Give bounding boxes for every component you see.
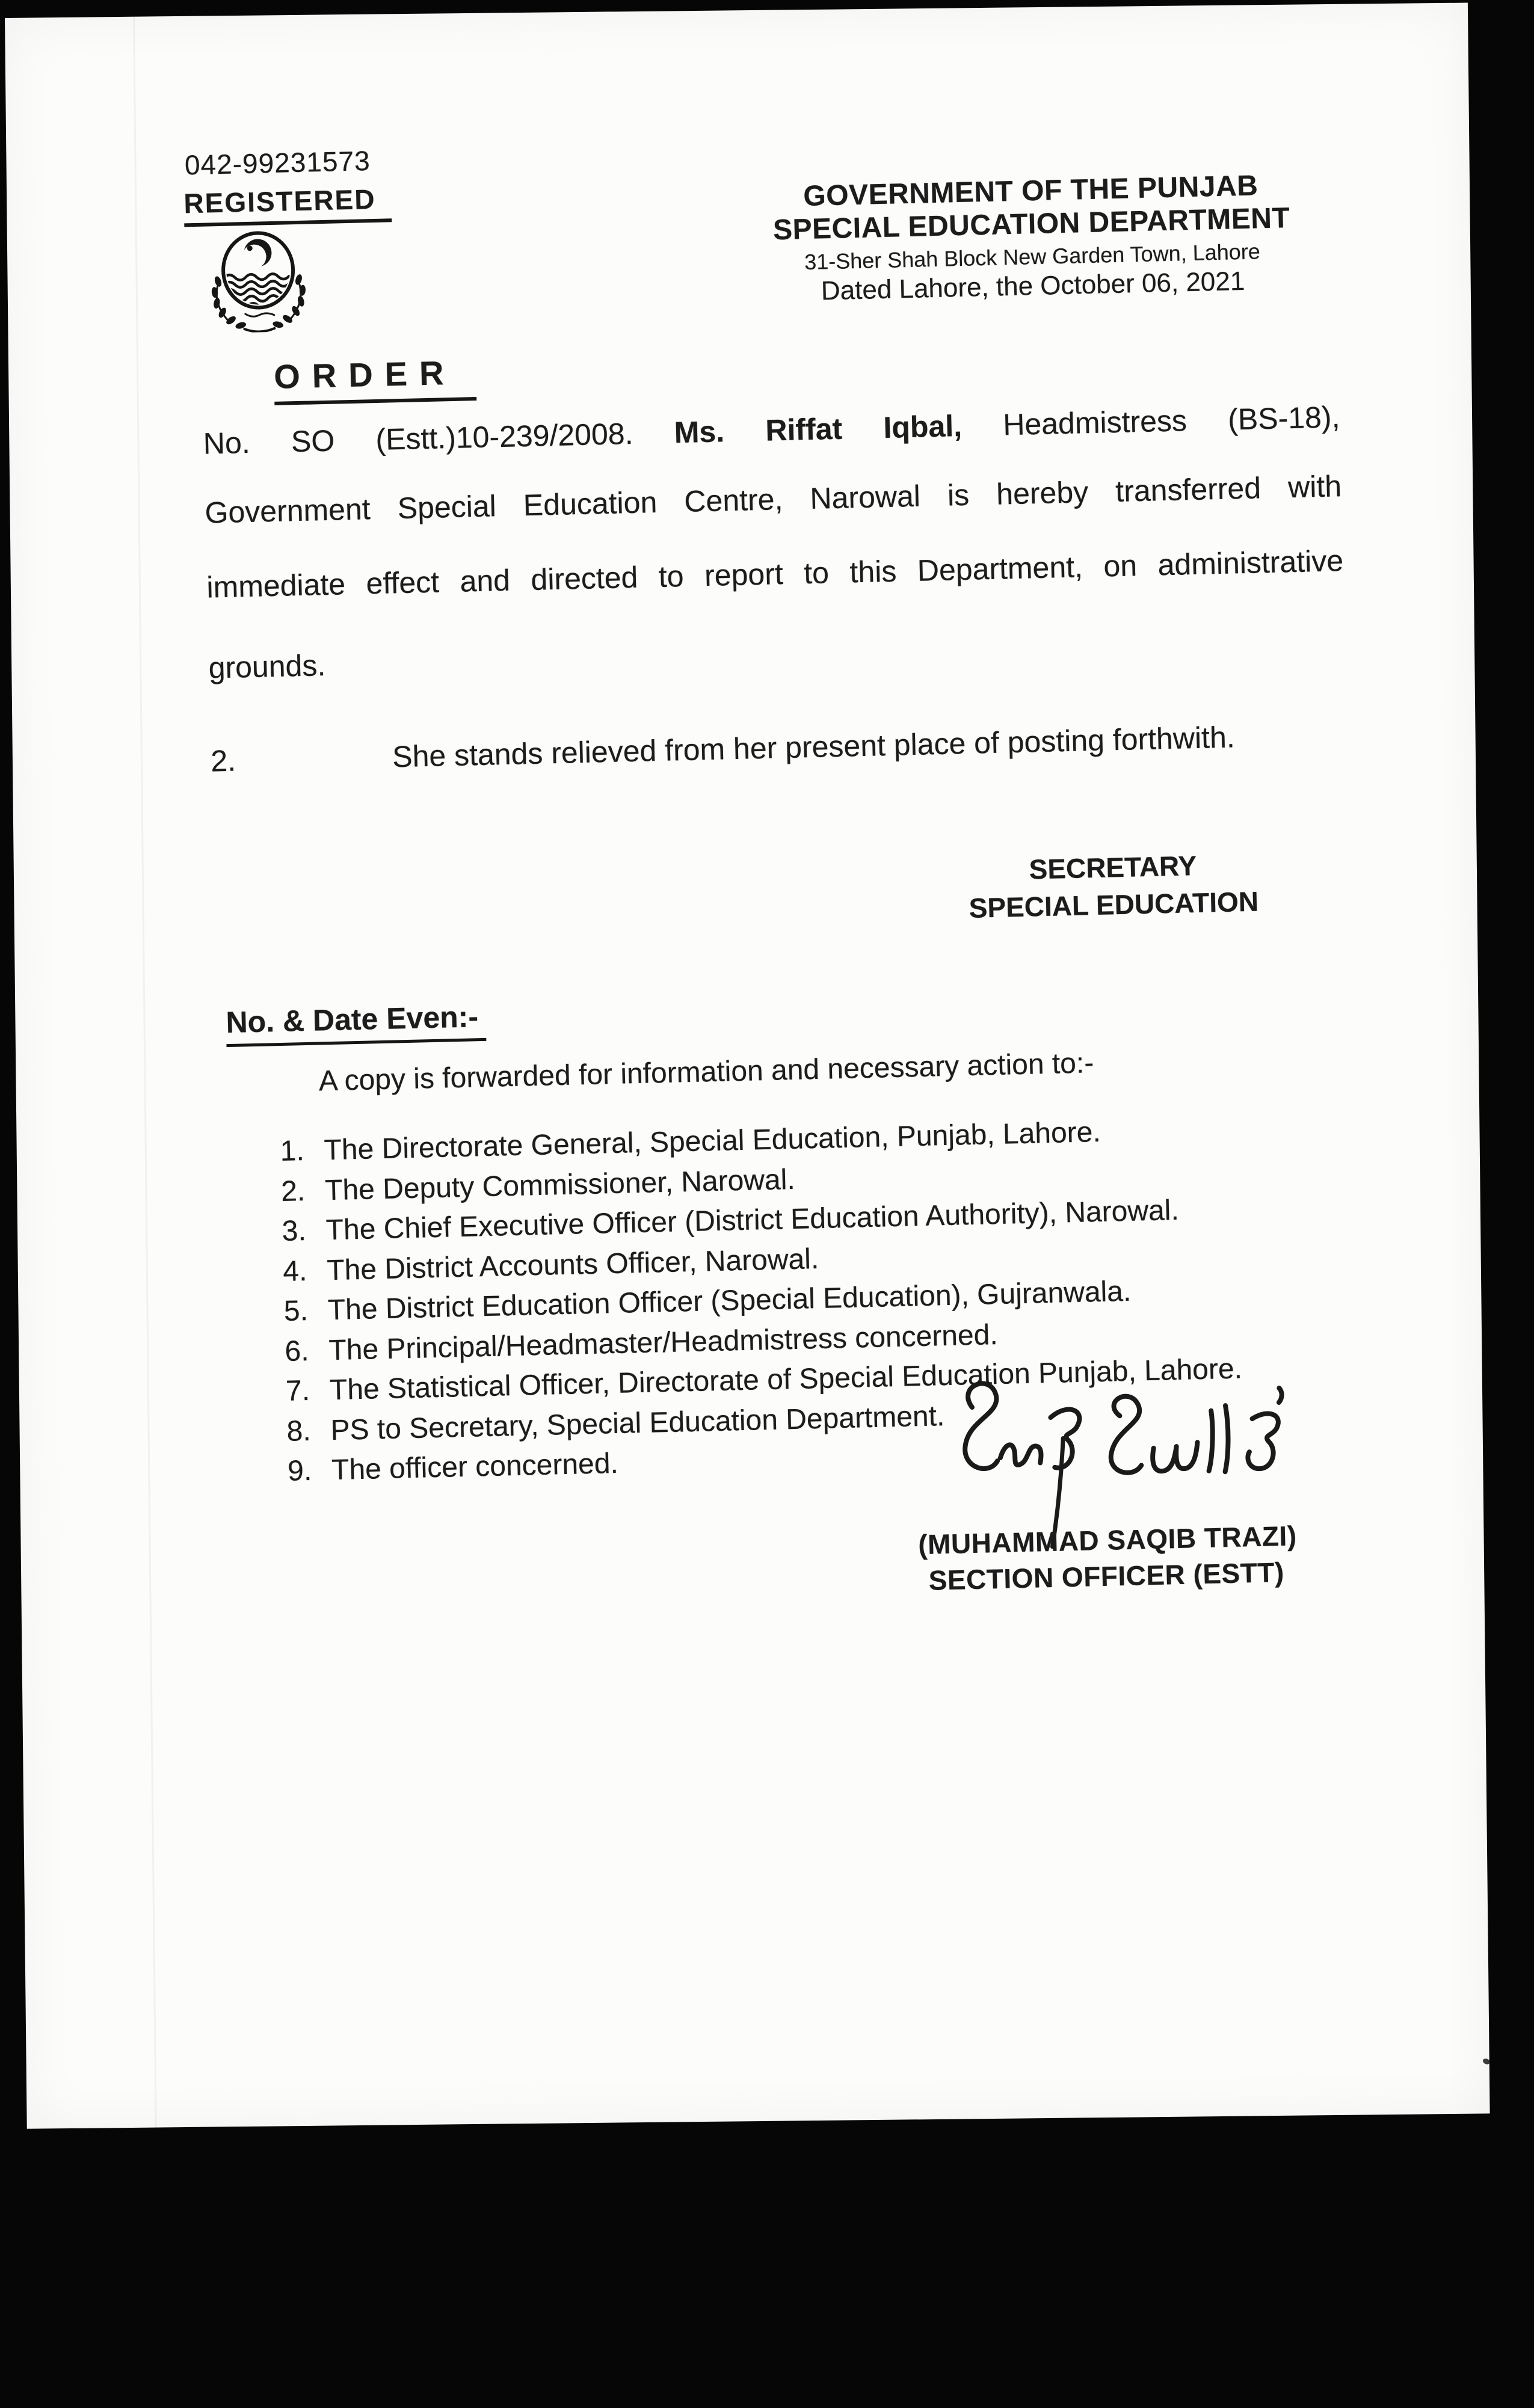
officer-name: (MUHAMMAD SAQIB TRAZI) <box>917 1520 1298 1561</box>
government-title: GOVERNMENT OF THE PUNJAB <box>802 170 1258 213</box>
officer-designation: SECTION OFFICER (ESTT) <box>928 1556 1285 1596</box>
signatory-department: SPECIAL EDUCATION <box>969 885 1259 924</box>
reference-number: No. SO (Estt.)10-239/2008. <box>203 416 634 461</box>
order-paragraph-2 <box>211 719 1236 778</box>
signatory-title: SECRETARY <box>1029 850 1197 885</box>
signatory-designation-block <box>932 844 1295 927</box>
list-item: 8. PS to Secretary, Special Education Department. <box>286 1399 945 1448</box>
registered-label: REGISTERED <box>183 182 392 220</box>
list-item: 9. The officer concerned. <box>287 1447 619 1487</box>
department-letterhead <box>682 167 1382 310</box>
punjab-government-emblem-logo <box>200 224 316 333</box>
order-paragraph-line-4: grounds. <box>208 648 326 685</box>
officer-post: Headmistress (BS-18), <box>1002 400 1340 442</box>
phone-number: 042-99231573 <box>184 145 371 181</box>
list-item: 1. The Directorate General, Special Education, Punjab, Lahore. <box>280 1116 1101 1168</box>
paragraph-text: She stands relieved from her present place of posting forthwith. <box>392 720 1236 774</box>
list-item: 5. The District Education Officer (Special Education), Gujranwala. <box>283 1275 1132 1327</box>
letter-date: Dated Lahore, the October 06, 2021 <box>821 266 1245 306</box>
order-heading: ORDER <box>274 352 477 396</box>
list-item: 6. The Principal/Headmaster/Headmistress concerned. <box>284 1318 999 1368</box>
list-item: 4. The District Accounts Officer, Narowal. <box>282 1242 819 1288</box>
order-paragraph-line-2: Government Special Education Centre, Narowal is hereby transferred with <box>204 469 1342 530</box>
paragraph-number: 2. <box>210 743 236 778</box>
department-address: 31-Sher Shah Block New Garden Town, Lahore <box>804 239 1261 275</box>
list-item: 2. The Deputy Commissioner, Narowal. <box>280 1163 796 1208</box>
distribution-intro: A copy is forwarded for information and necessary action to:- <box>318 1047 1094 1098</box>
department-title: SPECIAL EDUCATION DEPARTMENT <box>772 202 1290 247</box>
officer-transferred-name: Ms. Riffat Iqbal, <box>674 409 963 450</box>
order-paragraph-line-1 <box>203 399 1340 461</box>
scan-speck-artifact <box>1482 2057 1491 2065</box>
document-paper <box>5 3 1490 2129</box>
list-item: 7. The Statistical Officer, Directorate of Special Education Punjab, Lahore. <box>285 1353 1243 1407</box>
distribution-heading: No. & Date Even:- <box>226 999 486 1040</box>
list-item: 3. The Chief Executive Officer (District Education Authority), Narowal. <box>282 1194 1180 1248</box>
order-paragraph-line-3: immediate effect and directed to report to this Department, on administrative <box>206 544 1344 604</box>
